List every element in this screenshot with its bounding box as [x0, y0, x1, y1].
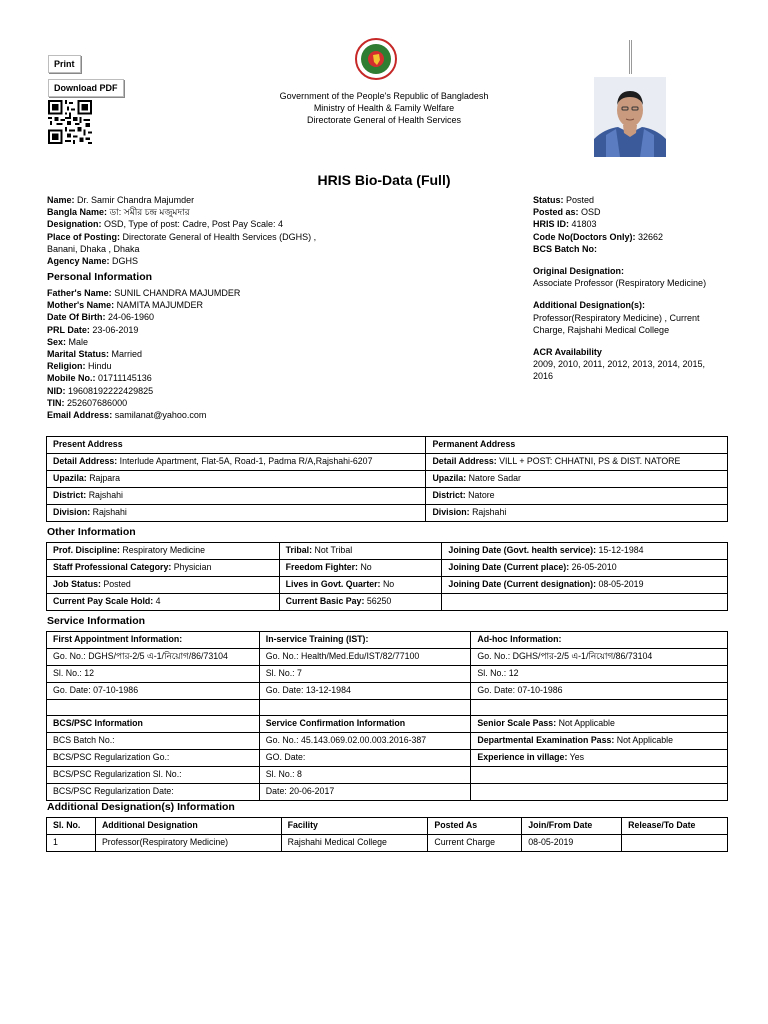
pay-scale-value: 4 [155, 596, 161, 607]
bcs-psc-header: BCS/PSC Information [47, 716, 260, 733]
adhoc-header: Ad-hoc Information: [471, 632, 728, 649]
present-detail-cell [47, 454, 426, 471]
bcs-regularization-date: BCS/PSC Regularization Date: [47, 784, 260, 801]
additional-designations-label: Additional Designation(s): [533, 300, 645, 311]
religion-value: Hindu [88, 361, 112, 372]
joining-govt-value: 15-12-1984 [598, 545, 644, 556]
district-label: District: [53, 490, 87, 501]
profile-photo [594, 77, 666, 157]
division-label: Division: [53, 507, 91, 518]
prof-discipline-label: Prof. Discipline: [53, 545, 120, 556]
adhoc-go-no: Go. No.: DGHS/পার-2/5 এ-1/নিয়োগ/86/73104 [471, 649, 728, 666]
print-button[interactable]: Print [48, 55, 81, 73]
present-upazila-value: Rajpara [89, 473, 120, 484]
row-designation: Professor(Respiratory Medicine) [95, 835, 281, 852]
row-join-date: 08-05-2019 [522, 835, 622, 852]
basic-pay-cell [279, 594, 442, 611]
experience-village-value: Yes [569, 752, 585, 763]
tin-label: TIN: [47, 397, 65, 408]
designation-label: Designation: [47, 219, 102, 230]
bcs-batch-label: BCS Batch No: [533, 243, 598, 254]
marital-status-value: Married [111, 349, 143, 360]
staff-category-cell [47, 560, 280, 577]
district-label: District: [432, 490, 466, 501]
bangla-name-value: ডা: সমীর চন্দ্র মজুমদার [109, 207, 190, 218]
joining-designation-cell [442, 577, 728, 594]
hris-id-value: 41803 [571, 219, 597, 230]
prl-date-value: 23-06-2019 [92, 324, 139, 335]
status-block [533, 194, 733, 383]
nid-label: NID: [47, 385, 66, 396]
confirmation-go-date: GO. Date: [259, 750, 471, 767]
govt-quarter-cell [279, 577, 442, 594]
marital-status-label: Marital Status: [47, 349, 110, 360]
joining-govt-label: Joining Date (Govt. health service): [448, 545, 597, 556]
status-label: Status: [533, 195, 564, 205]
posted-as-value: OSD [581, 207, 601, 218]
place-of-posting-label: Place of Posting: [47, 231, 121, 242]
additional-designations-value-2: Charge, Rajshahi Medical College [533, 324, 670, 335]
tin-value: 252607686000 [67, 397, 128, 408]
govt-quarter-label: Lives in Govt. Quarter: [285, 579, 381, 590]
bcs-batch-no: BCS Batch No.: [47, 733, 260, 750]
code-no-label: Code No(Doctors Only): [533, 231, 636, 242]
acr-years-1: 2009, 2010, 2011, 2012, 2013, 2014, 2015, [533, 359, 705, 370]
other-info-table [46, 542, 728, 611]
present-division-cell [47, 505, 426, 522]
job-status-value: Posted [103, 579, 131, 590]
dept-exam-cell [471, 733, 728, 750]
prof-discipline-value: Respiratory Medicine [122, 545, 206, 556]
header-line-1: Government of the People's Republic of Bangladesh [279, 91, 489, 101]
mobile-value: 01711145136 [98, 373, 152, 384]
page-title: HRIS Bio-Data (Full) [317, 172, 451, 188]
present-district-cell [47, 488, 426, 505]
spacer-cell [47, 700, 260, 716]
download-pdf-button[interactable]: Download PDF [48, 79, 124, 97]
permanent-division-value: Rajshahi [472, 507, 507, 518]
basic-pay-label: Current Basic Pay: [285, 596, 365, 607]
upazila-label: Upazila: [53, 473, 87, 484]
present-address-header: Present Address [47, 437, 426, 454]
dept-exam-value: Not Applicable [616, 735, 673, 746]
govt-quarter-value: No [382, 579, 395, 590]
job-status-cell [47, 577, 280, 594]
profile-block [47, 194, 377, 267]
row-posted-as: Current Charge [428, 835, 522, 852]
experience-village-label: Experience in village: [477, 752, 568, 763]
additional-designations-heading: Additional Designation(s) Information [47, 801, 235, 813]
name-value: Dr. Samir Chandra Majumder [77, 195, 195, 205]
prof-discipline-cell [47, 543, 280, 560]
col-header-designation: Additional Designation [95, 818, 281, 835]
row-sl: 1 [47, 835, 96, 852]
personal-info-heading: Personal Information [47, 271, 153, 283]
ist-go-date: Go. Date: 13-12-1984 [259, 683, 471, 700]
mobile-label: Mobile No.: [47, 373, 96, 384]
hris-id-label: HRIS ID: [533, 219, 569, 230]
code-no-value: 32662 [638, 231, 664, 242]
service-info-table [46, 631, 728, 801]
permanent-district-value: Natore [468, 490, 495, 501]
present-upazila-cell [47, 471, 426, 488]
other-info-heading: Other Information [47, 526, 136, 538]
present-division-value: Rajshahi [92, 507, 127, 518]
header-line-3: Directorate General of Health Services [306, 115, 462, 125]
permanent-detail-value: VILL + POST: CHHATNI, PS & DIST. NATORE [499, 456, 681, 467]
joining-place-cell [442, 560, 728, 577]
first-appointment-header: First Appointment Information: [47, 632, 260, 649]
row-facility: Rajshahi Medical College [281, 835, 428, 852]
service-info-heading: Service Information [47, 615, 146, 627]
permanent-upazila-cell [426, 471, 728, 488]
header-line-2: Ministry of Health & Family Welfare [313, 103, 455, 113]
tribal-cell [279, 543, 442, 560]
staff-category-label: Staff Professional Category: [53, 562, 172, 573]
experience-village-cell [471, 750, 728, 767]
first-go-no: Go. No.: DGHS/পার-2/5 এ-1/নিয়োগ/86/73104 [47, 649, 260, 666]
prl-date-label: PRL Date: [47, 324, 90, 335]
permanent-division-cell [426, 505, 728, 522]
first-go-date: Go. Date: 07-10-1986 [47, 683, 260, 700]
dob-value: 24-06-1960 [108, 312, 155, 323]
personal-info-block [47, 287, 377, 421]
father-name-value: SUNIL CHANDRA MAJUMDER [114, 288, 241, 298]
col-header-join-date: Join/From Date [522, 818, 622, 835]
job-status-label: Job Status: [53, 579, 101, 590]
father-name-label: Father's Name: [47, 288, 112, 298]
col-header-facility: Facility [281, 818, 428, 835]
status-value: Posted [566, 195, 595, 205]
senior-scale-label: Senior Scale Pass: [477, 718, 557, 729]
senior-scale-value: Not Applicable [558, 718, 615, 729]
col-header-sl: Sl. No. [47, 818, 96, 835]
acr-years-2: 2016 [533, 371, 554, 382]
freedom-fighter-value: No [360, 562, 372, 573]
empty-cell [442, 594, 728, 611]
upazila-label: Upazila: [432, 473, 467, 484]
present-district-value: Rajshahi [88, 490, 123, 501]
mother-name-label: Mother's Name: [47, 300, 115, 311]
freedom-fighter-cell [279, 560, 442, 577]
confirmation-go-no: Go. No.: 45.143.069.02.00.003.2016-387 [259, 733, 471, 750]
qr-code-icon [48, 100, 92, 144]
bcs-regularization-go: BCS/PSC Regularization Go.: [47, 750, 260, 767]
col-header-release-date: Release/To Date [622, 818, 728, 835]
photo-hanger-line [629, 40, 632, 74]
designation-value: OSD, Type of post: Cadre, Post Pay Scale: 4 [104, 219, 283, 230]
present-detail-value: Interlude Apartment, Flat-5A, Road-1, Padma R/A,Rajshahi-6207 [119, 456, 373, 467]
in-service-training-header: In-service Training (IST): [259, 632, 471, 649]
spacer-cell [471, 700, 728, 716]
permanent-district-cell [426, 488, 728, 505]
tribal-label: Tribal: [285, 545, 313, 556]
senior-scale-cell [471, 716, 728, 733]
mother-name-value: NAMITA MAJUMDER [116, 300, 204, 311]
joining-place-label: Joining Date (Current place): [448, 562, 570, 573]
bangla-name-label: Bangla Name: [47, 207, 108, 218]
basic-pay-value: 56250 [366, 596, 392, 607]
joining-govt-cell [442, 543, 728, 560]
first-sl-no: Sl. No.: 12 [47, 666, 260, 683]
col-header-posted-as: Posted As [428, 818, 522, 835]
dept-exam-label: Departmental Examination Pass: [477, 735, 615, 746]
empty-cell [471, 767, 728, 784]
spacer-cell [259, 700, 471, 716]
agency-label: Agency Name: [47, 256, 110, 267]
nid-value: 19608192222429825 [68, 385, 154, 396]
original-designation-label: Original Designation: [533, 266, 625, 277]
adhoc-go-date: Go. Date: 07-10-1986 [471, 683, 728, 700]
additional-designations-table [46, 817, 728, 852]
posted-as-label: Posted as: [533, 207, 579, 218]
additional-designations-value-1: Professor(Respiratory Medicine) , Current [533, 312, 700, 323]
religion-label: Religion: [47, 361, 86, 372]
adhoc-sl-no: Sl. No.: 12 [471, 666, 728, 683]
joining-designation-value: 08-05-2019 [598, 579, 644, 590]
ist-sl-no: Sl. No.: 7 [259, 666, 471, 683]
pay-scale-cell [47, 594, 280, 611]
division-label: Division: [432, 507, 470, 518]
agency-value: DGHS [112, 256, 139, 267]
ist-go-no: Go. No.: Health/Med.Edu/IST/82/77100 [259, 649, 471, 666]
pay-scale-label: Current Pay Scale Hold: [53, 596, 154, 607]
acr-availability-label: ACR Availability [533, 347, 602, 358]
table-row [47, 835, 728, 852]
detail-address-label: Detail Address: [432, 456, 497, 467]
confirmation-date: Date: 20-06-2017 [259, 784, 471, 801]
government-seal-icon [355, 38, 397, 80]
email-value: samilanat@yahoo.com [114, 410, 207, 421]
detail-address-label: Detail Address: [53, 456, 118, 467]
original-designation-value: Associate Professor (Respiratory Medicine) [533, 278, 707, 289]
empty-cell [471, 784, 728, 801]
permanent-address-header: Permanent Address [426, 437, 728, 454]
tribal-value: Not Tribal [314, 545, 353, 556]
sex-value: Male [68, 336, 89, 347]
staff-category-value: Physician [173, 562, 212, 573]
name-label: Name: [47, 195, 75, 205]
sex-label: Sex: [47, 336, 67, 347]
email-label: Email Address: [47, 410, 113, 421]
dob-label: Date Of Birth: [47, 312, 106, 323]
permanent-upazila-value: Natore Sadar [468, 473, 521, 484]
permanent-detail-cell [426, 454, 728, 471]
service-confirmation-header: Service Confirmation Information [259, 716, 471, 733]
joining-designation-label: Joining Date (Current designation): [448, 579, 597, 590]
place-of-posting-value-2: Banani, Dhaka , Dhaka [47, 243, 140, 254]
row-release-date [622, 835, 728, 852]
government-header [234, 90, 534, 126]
confirmation-sl-no: Sl. No.: 8 [259, 767, 471, 784]
freedom-fighter-label: Freedom Fighter: [285, 562, 358, 573]
address-table [46, 436, 728, 522]
place-of-posting-value: Directorate General of Health Services (DGHS) , [122, 231, 317, 242]
bcs-regularization-sl: BCS/PSC Regularization Sl. No.: [47, 767, 260, 784]
joining-place-value: 26-05-2010 [571, 562, 617, 573]
